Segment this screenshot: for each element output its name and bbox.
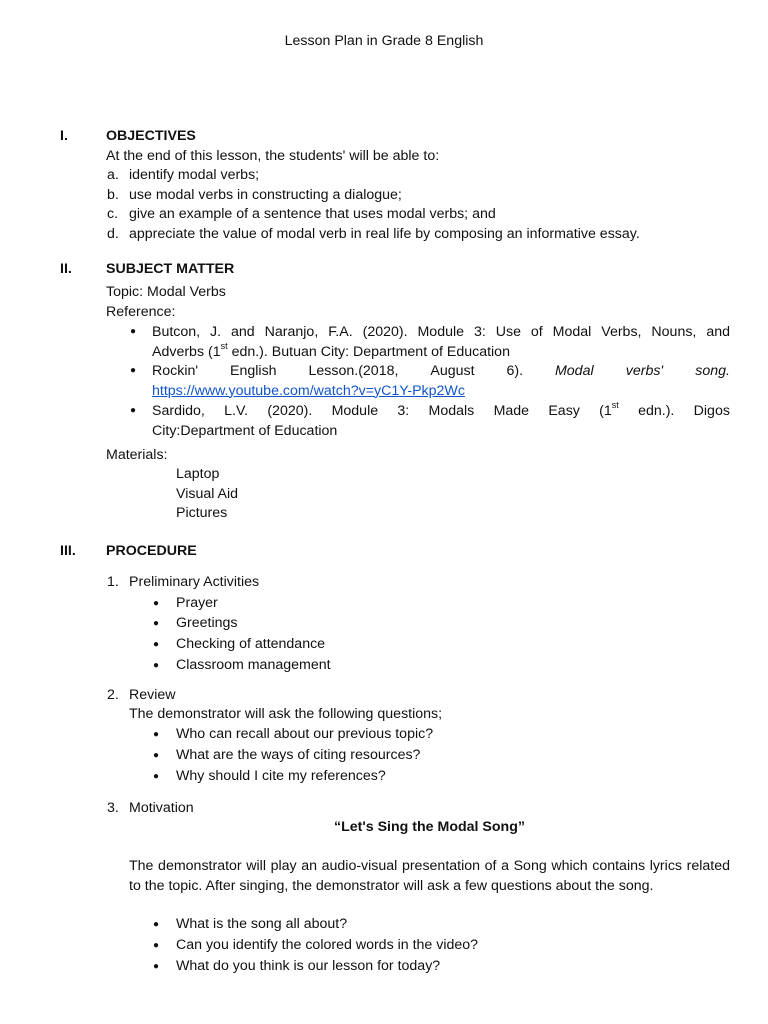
reference-link[interactable]: https://www.youtube.com/watch?v=yC1Y-Pkp2Wc — [152, 382, 465, 399]
list-item: Prayer — [176, 595, 218, 611]
bullet-icon: ● — [153, 598, 160, 609]
bullet-icon: ● — [153, 618, 160, 629]
reference-text-line2: Adverbs (1st edn.). Butuan City: Department of Education — [152, 340, 510, 360]
list-item: Greetings — [176, 615, 238, 631]
bullet-icon: ● — [153, 940, 160, 951]
bullet-icon: ● — [130, 365, 137, 376]
section-number-subject-matter: II. — [60, 261, 72, 277]
section-number-objectives: I. — [60, 128, 68, 144]
objective-item: give an example of a sentence that uses modal verbs; and — [129, 206, 496, 222]
materials-label: Materials: — [106, 447, 168, 463]
objective-item: appreciate the value of modal verb in real life by composing an informative essay. — [129, 226, 640, 242]
bullet-icon: ● — [130, 326, 137, 337]
list-item: Can you identify the colored words in the video? — [176, 937, 479, 953]
list-item: Why should I cite my references? — [176, 768, 386, 784]
step-title: Review — [129, 687, 176, 703]
objective-item: use modal verbs in constructing a dialogue; — [129, 187, 402, 203]
list-item: Classroom management — [176, 657, 331, 673]
bullet-icon: ● — [153, 961, 160, 972]
reference-text: Butcon, J. and Naranjo, F.A. (2020). Module 3: Use of Modal Verbs, Nouns, and — [152, 324, 730, 340]
bullet-icon: ● — [153, 771, 160, 782]
objective-marker: d. — [107, 226, 119, 242]
material-item: Pictures — [176, 505, 228, 521]
bullet-icon: ● — [130, 405, 137, 416]
objective-item: identify modal verbs; — [129, 167, 260, 183]
list-item: What is the song all about? — [176, 916, 348, 932]
reference-text-line2: City:Department of Education — [152, 422, 338, 439]
step-title: Motivation — [129, 800, 194, 816]
section-number-procedure: III. — [60, 543, 76, 559]
list-item: What do you think is our lesson for today? — [176, 958, 441, 974]
activity-paragraph: The demonstrator will play an audio-visual presentation of a Song which contains lyrics related to the topic. After singing, the demonstrator will ask a few questions about the song. — [129, 858, 730, 894]
reference-italic-title: Modal verbs' song. — [554, 363, 730, 379]
reference-label: Reference: — [106, 304, 176, 320]
reference-item — [152, 362, 730, 401]
activity-title: “Let's Sing the Modal Song” — [334, 819, 525, 835]
list-item: Who can recall about our previous topic? — [176, 726, 434, 742]
step-marker: 2. — [107, 687, 119, 703]
bullet-icon: ● — [153, 919, 160, 930]
reference-item — [152, 402, 730, 441]
topic-line: Topic: Modal Verbs — [106, 284, 226, 300]
objective-marker: c. — [107, 206, 119, 222]
material-item: Laptop — [176, 466, 220, 482]
objectives-intro: At the end of this lesson, the students' will be able to: — [106, 148, 440, 164]
reference-text: Sardido, L.V. (2020). Module 3: Modals Made Easy (1st edn.). Digos — [152, 400, 730, 419]
bullet-icon: ● — [153, 660, 160, 671]
bullet-icon: ● — [153, 750, 160, 761]
section-title-objectives: OBJECTIVES — [106, 128, 196, 144]
step-title: Preliminary Activities — [129, 574, 260, 590]
list-item: Checking of attendance — [176, 636, 326, 652]
reference-item — [152, 323, 730, 362]
objective-marker: a. — [107, 167, 119, 183]
bullet-icon: ● — [153, 729, 160, 740]
step-marker: 1. — [107, 574, 119, 590]
document-title: Lesson Plan in Grade 8 English — [284, 33, 484, 49]
list-item: What are the ways of citing resources? — [176, 747, 421, 763]
bullet-icon: ● — [153, 639, 160, 650]
reference-text: Rockin' English Lesson.(2018, August 6). Modal verbs' song. — [152, 362, 730, 382]
objective-marker: b. — [107, 187, 119, 203]
step-marker: 3. — [107, 800, 119, 816]
material-item: Visual Aid — [176, 486, 239, 502]
section-title-subject-matter: SUBJECT MATTER — [106, 261, 235, 277]
step-intro: The demonstrator will ask the following questions; — [129, 706, 443, 722]
section-title-procedure: PROCEDURE — [106, 543, 197, 559]
